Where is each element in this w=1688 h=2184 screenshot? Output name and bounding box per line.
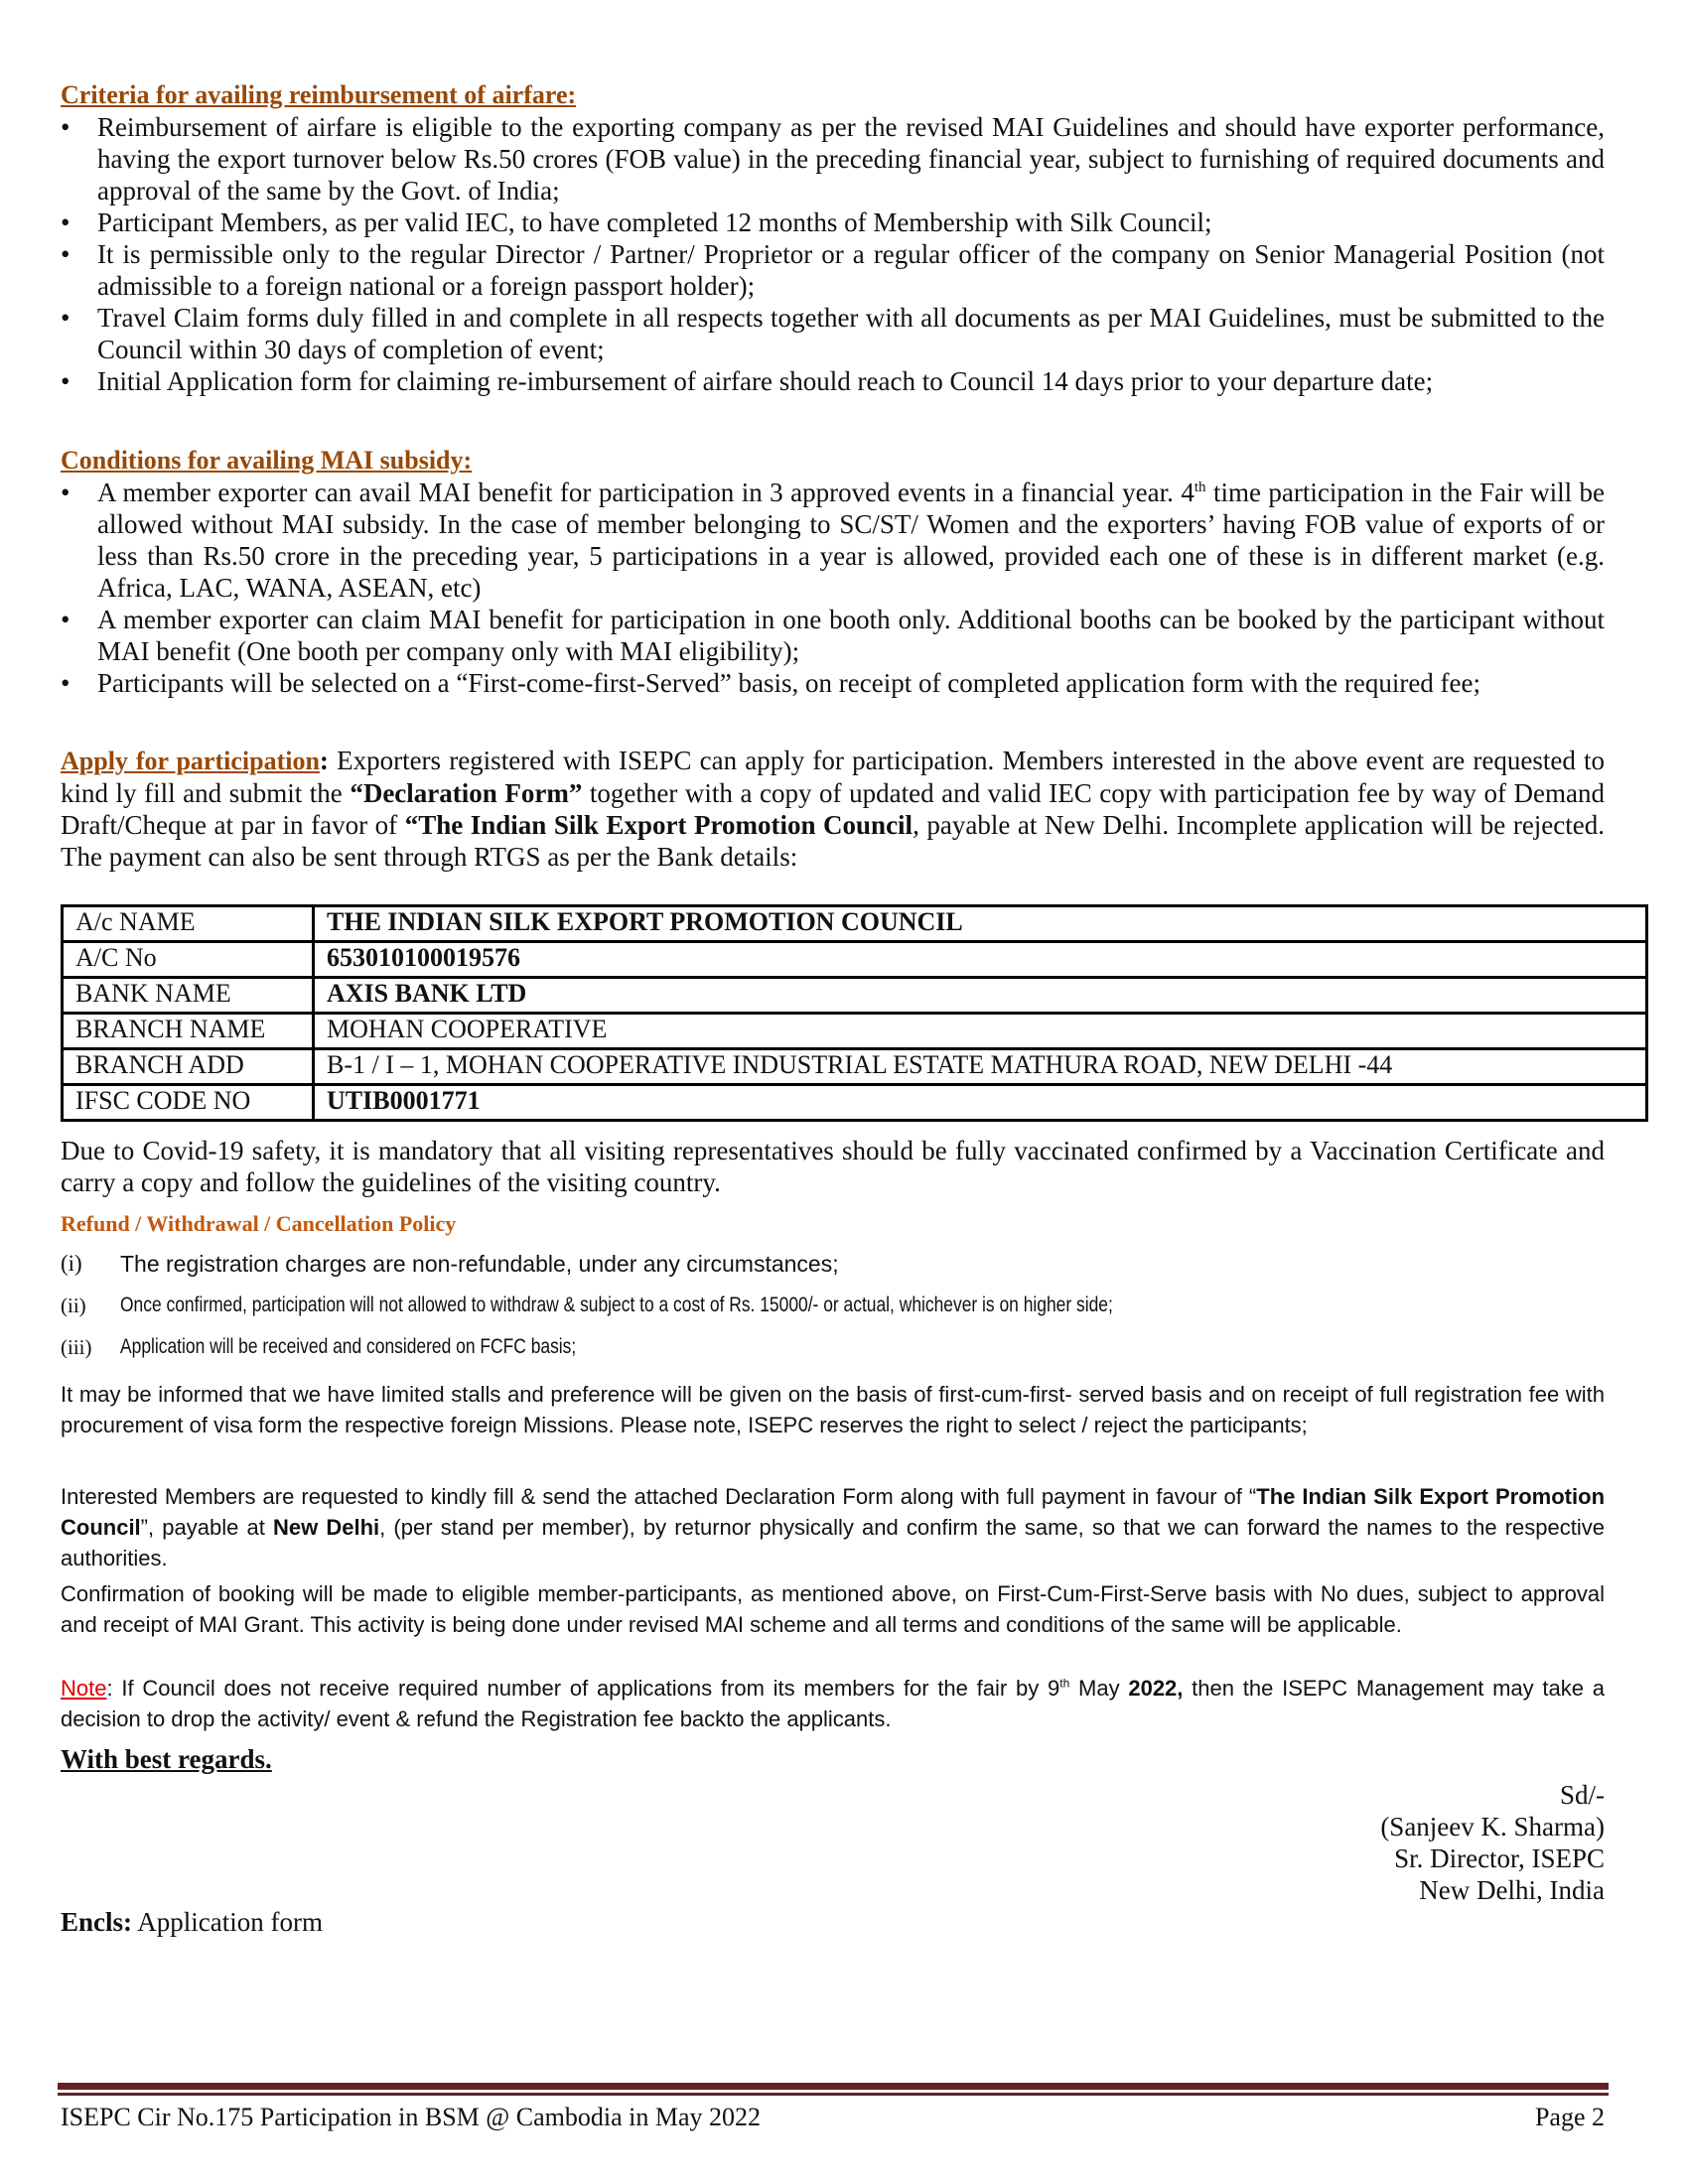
table-row: IFSC CODE NO UTIB0001771	[63, 1085, 1647, 1121]
list-item: • A member exporter can avail MAI benefit for participation in 3 approved events in a financial year. 4th time participation in the Fair will be allowed without MAI subsidy. In the case of member belonging to SC/ST/ Women and the exporters’ having FOB value of exports of or less than Rs.50 crore in the preceding year, 5 participations in a year is allowed, provided each one of these is in different market (e.g. Africa, LAC, WANA, ASEAN, etc)	[61, 478, 1606, 603]
bank-details-table	[61, 904, 1648, 1122]
conditions-heading: Conditions for availing MAI subsidy:	[61, 446, 473, 475]
table-row: BRANCH ADD B-1 / I – 1, MOHAN COOPERATIVE INDUSTRIAL ESTATE MATHURA ROAD, NEW DELHI -44	[63, 1049, 1647, 1085]
refund-heading: Refund / Withdrawal / Cancellation Policy	[61, 1211, 457, 1236]
page-number: Page 2	[1534, 2103, 1605, 2131]
list-item: • Participants will be selected on a “First-come-first-Served” basis, on receipt of completed application form with the required fee;	[61, 668, 1481, 698]
list-item: • Travel Claim forms duly filled in and complete in all respects together with all documents as per MAI Guidelines, must be submitted to the Council within 30 days of completion of event;	[61, 303, 1605, 364]
bullet-icon: •	[61, 605, 70, 634]
limited-stalls-paragraph: It may be informed that we have limited stalls and preference will be given on the basis of first-cum-first- served basis and on receipt of full registration fee with procurement of visa form the respective foreign Missions. Please note, ISEPC reserves the right to select / reject the participants;	[61, 1382, 1605, 1437]
table-row: A/c NAME THE INDIAN SILK EXPORT PROMOTION COUNCIL	[63, 906, 1647, 942]
table-row: A/C No 653010100019576	[63, 942, 1647, 978]
list-item: • Participant Members, as per valid IEC, to have completed 12 months of Membership with Silk Council;	[61, 207, 1212, 237]
confirmation-paragraph: Confirmation of booking will be made to eligible member-participants, as mentioned above, on First-Cum-First-Serve basis with No dues, subject to approval and receipt of MAI Grant. This activity is being done under revised MAI scheme and all terms and conditions of the same will be applicable.	[61, 1581, 1605, 1637]
regards-text: With best regards.	[61, 1744, 272, 1774]
list-item: • Reimbursement of airfare is eligible to the exporting company as per the revised MAI Guidelines and should have exporter performance, having the export turnover below Rs.50 crores (FOB value) in the preceding financial year, subject to furnishing of required documents and approval of the same by the Govt. of India;	[61, 112, 1605, 205]
criteria-section	[61, 79, 1605, 397]
bullet-icon: •	[61, 239, 70, 269]
enclosures: Encls: Application form	[61, 1907, 323, 1937]
bullet-icon: •	[61, 112, 70, 142]
bullet-icon: •	[61, 478, 70, 507]
list-item: • It is permissible only to the regular Director / Partner/ Proprietor or a regular officer of the company on Senior Managerial Position (not admissible to a foreign national or a foreign passport holder);	[61, 239, 1605, 301]
bullet-icon: •	[61, 207, 70, 237]
interested-members-paragraph: Interested Members are requested to kindly fill & send the attached Declaration Form along with full payment in favour of “The Indian Silk Export Promotion Council”, payable at New Delhi, (per stand per member), by returnor physically and confirm the same, so that we can forward the names to the respective authorities.	[61, 1484, 1606, 1570]
note-paragraph: Note: If Council does not receive required number of applications from its members for the fair by 9th May 2022, then the ISEPC Management may take a decision to drop the activity/ event & refund the Registration fee backto the applicants.	[61, 1676, 1605, 1731]
bullet-icon: •	[61, 303, 70, 333]
apply-heading: Apply for participation	[61, 747, 320, 775]
note-label: Note	[61, 1676, 107, 1701]
footer-rule-thin	[58, 2093, 1609, 2096]
list-item: • A member exporter can claim MAI benefit for participation in one booth only. Additional booths can be booked by the participant without MAI benefit (One booth per company only with MAI eligibility);	[61, 605, 1605, 666]
conditions-section	[61, 445, 1605, 699]
list-item: • Initial Application form for claiming re-imbursement of airfare should reach to Council 14 days prior to your departure date;	[61, 366, 1434, 396]
signature-block: Sd/- (Sanjeev K. Sharma) Sr. Director, ISEPC New Delhi, India	[1380, 1780, 1605, 1905]
footer-rule	[58, 2083, 1609, 2090]
criteria-heading: Criteria for availing reimbursement of airfare:	[61, 80, 577, 109]
apply-paragraph: Apply for participation: Exporters registered with ISEPC can apply for participation. Members interested in the above event are requested to kind ly fill and submit the “Declaration Form” together with a copy of updated and valid IEC copy with participation fee by way of Demand Draft/Cheque at par in favor of “The Indian Silk Export Promotion Council, payable at New Delhi. Incomplete application will be rejected. The payment can also be sent through RTGS as per the Bank details:	[61, 746, 1606, 872]
footer-circular-text: ISEPC Cir No.175 Participation in BSM @ Cambodia in May 2022	[61, 2103, 761, 2131]
conditions-list	[61, 477, 1605, 699]
footer	[61, 2102, 1605, 2133]
bullet-icon: •	[61, 366, 70, 396]
table-row: BRANCH NAME MOHAN COOPERATIVE	[63, 1014, 1647, 1049]
table-row: BANK NAME AXIS BANK LTD	[63, 978, 1647, 1014]
covid-paragraph: Due to Covid-19 safety, it is mandatory that all visiting representatives should be fully vaccinated confirmed by a Vaccination Certificate and carry a copy and follow the guidelines of the visiting country.	[61, 1136, 1605, 1197]
criteria-list	[61, 111, 1605, 397]
bullet-icon: •	[61, 668, 70, 698]
